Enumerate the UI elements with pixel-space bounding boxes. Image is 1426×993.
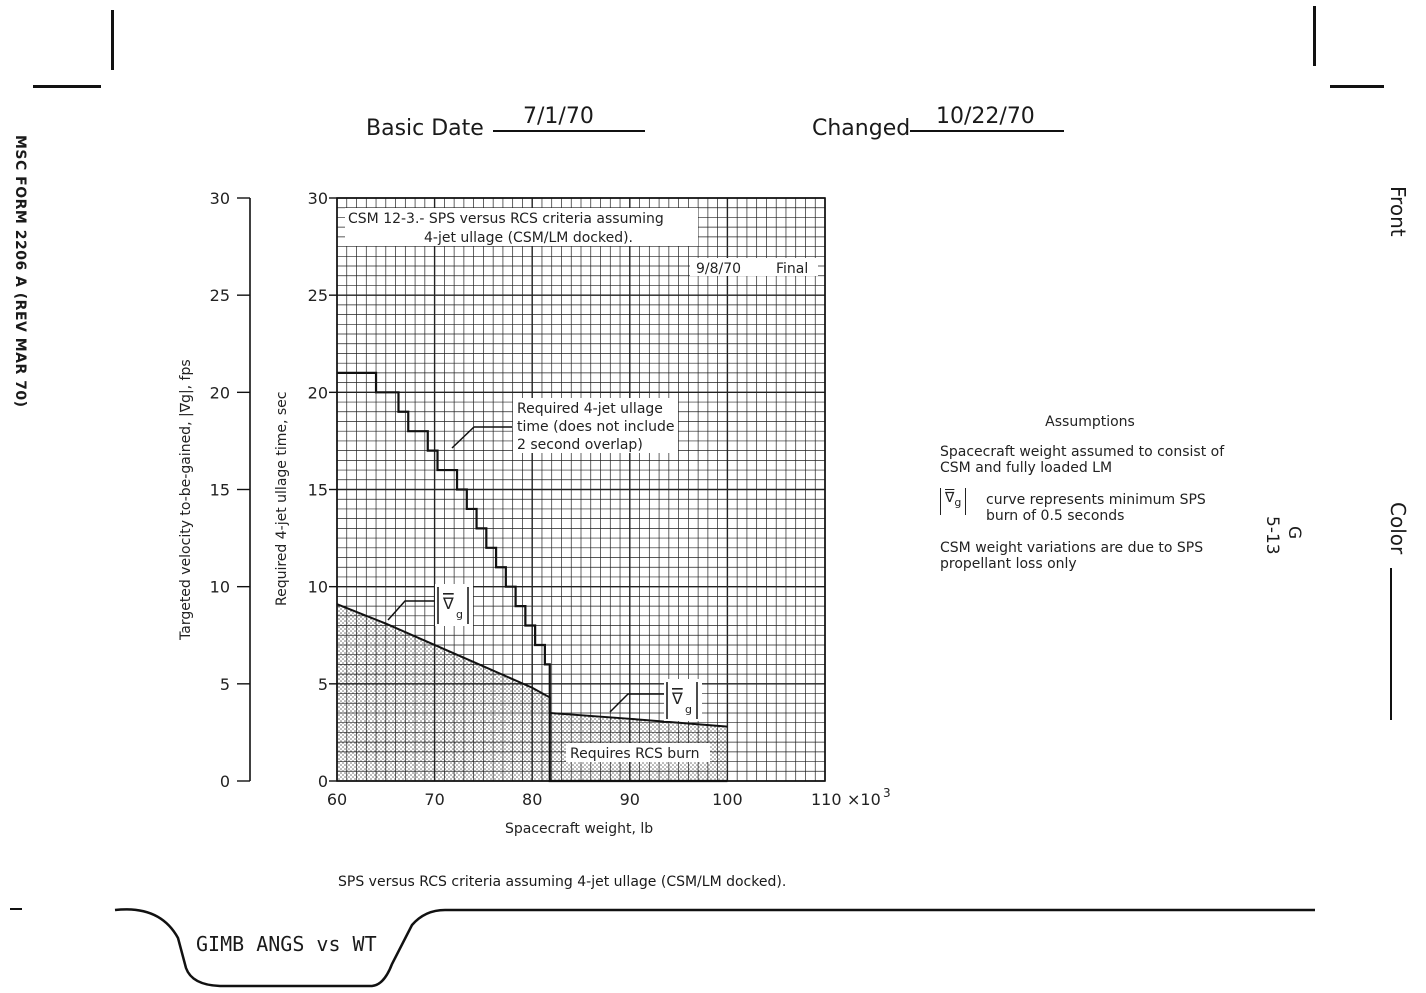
annotation-vg-right-sub: g [685,703,692,716]
nabla-icon: ∇ [945,490,955,506]
y-axis-left-tick-label: 25 [209,286,230,306]
assumptions-heading: Assumptions [1045,414,1135,430]
y-axis-left-tick-label: 20 [209,383,230,403]
y-axis-left-tick-label: 30 [209,189,230,208]
annotation-ullage-text: Required 4-jet ullage time (does not include 2 second overlap) [517,401,675,453]
x-axis-tick-label: 110 [811,790,842,809]
changed-date-value: 10/22/70 [936,104,1035,129]
x-axis-tick-label: 80 [522,790,543,809]
y-axis-right-tick-label: 0 [317,772,328,791]
y-axis-right-tick-label: 30 [307,189,328,208]
y-axis-left-tick-label: 15 [209,480,230,500]
chart-title-line1: CSM 12-3.- SPS versus RCS criteria assuming [348,211,664,227]
figure-caption: SPS versus RCS criteria assuming 4-jet ullage (CSM/LM docked). [338,874,787,890]
x-axis-tick-label: 60 [326,790,348,809]
vg-subscript: g [954,495,962,509]
basic-date-value: 7/1/70 [523,104,594,129]
y-axis-right-title: Required 4-jet ullage time, sec [274,391,290,606]
changed-date-label: Changed [812,116,911,141]
x-axis-tick-label: 70 [424,790,445,809]
page-section: G [1284,526,1304,540]
assumption-2-text: curve represents minimum SPS burn of 0.5 seconds [986,492,1206,524]
y-axis-left-tick-label: 5 [219,674,230,694]
basic-date-label: Basic Date [366,116,484,141]
x-axis-multiplier: ×10 [847,790,881,809]
x-axis-tick-label: 100 [712,790,743,809]
y-axis-right-tick-label: 10 [307,577,328,597]
x-axis-tick-label: 90 [619,790,640,809]
assumption-3: CSM weight variations are due to SPS propellant loss only [940,540,1204,572]
form-id: MSC FORM 2206 A (REV MAR 70) [12,135,28,408]
y-axis-right-tick-label: 20 [307,383,328,403]
annotation-rcs-text: Requires RCS burn [570,746,700,762]
y-axis-right-tick-label: 25 [307,286,328,306]
y-axis-left-tick-label: 10 [209,577,230,597]
y-axis-right-tick-label: 5 [317,674,328,694]
nabla-icon: ∇ [672,689,683,708]
y-axis-right-tick-label: 15 [307,480,328,500]
annotation-vg-left-sub: g [456,608,463,621]
chart-title-line2: 4-jet ullage (CSM/LM docked). [424,230,634,246]
page-number: 5-13 [1262,516,1282,555]
x-axis-title: Spacecraft weight, lb [505,821,654,837]
nabla-icon: ∇ [443,594,454,613]
tab-label: GIMB ANGS vs WT [196,932,377,956]
color-label: Color [1386,502,1410,555]
chart-date-note: 9/8/70 [696,261,742,277]
chart-status-note: Final [776,261,809,277]
x-axis-multiplier-exponent: 3 [883,786,891,800]
y-axis-left-title: Targeted velocity to-be-gained, |∇g|, fps [178,359,194,640]
y-axis-left-tick-label: 0 [219,772,230,791]
assumption-1: Spacecraft weight assumed to consist of CSM and fully loaded LM [940,444,1225,476]
front-label: Front [1386,186,1410,237]
